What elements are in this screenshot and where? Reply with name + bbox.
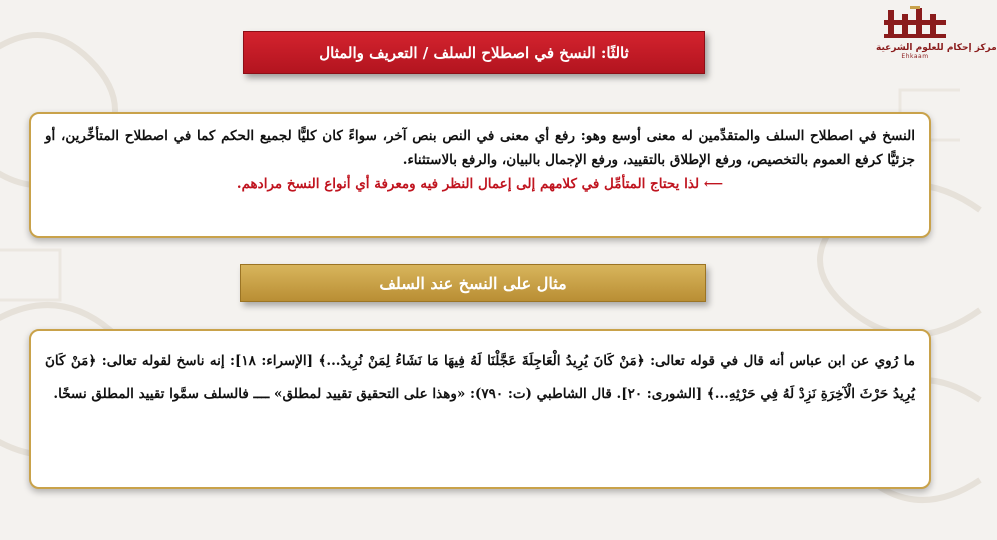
example-text: ما رُوي عن ابن عباس أنه قال في قوله تعالى: ﴿مَنْ كَانَ يُرِيدُ الْعَاجِلَةَ عَجَّلْنَا لَهُ فِيهَا مَا نَشَاءُ لِمَنْ نُرِيدُ...﴾ [الإسراء: ١٨]: إنه ناسخ لقوله تعالى: ﴿مَنْ كَانَ يُرِيدُ حَرْثَ الْآخِرَةِ نَزِدْ لَهُ فِي حَرْثِهِ...﴾ [الشورى: ٢٠]. قال الشاطبي (ت: ٧٩٠): «وهذا على التحقيق تقييد لمطلق» ــــ فالسلف سمَّوا تقييد المطلق نسخًا. — [45, 353, 915, 402]
definition-card — [29, 112, 931, 238]
logo-mark-icon — [880, 6, 950, 42]
page-title: ثالثًا: النسخ في اصطلاح السلف / التعريف والمثال — [243, 31, 705, 74]
example-heading: مثال على النسخ عند السلف — [240, 264, 706, 302]
logo — [876, 6, 997, 68]
logo-subline: Ehkaam — [901, 53, 929, 60]
definition-note: ⟵ لذا يحتاج المتأمِّل في كلامهم إلى إعمال النظر فيه ومعرفة أي أنواع النسخ مرادهم. — [236, 176, 724, 192]
definition-text: النسخ في اصطلاح السلف والمتقدِّمين له معنى أوسع وهو: رفع أي معنى في النص بنص آخر، سواءً كان كليًّا لجميع الحكم كما في اصطلاح المتأخِّرين، أو جزئيًّا كرفع العموم بالتخصيص، ورفع الإطلاق بالتقييد، ورفع الإجمال بالبيان، والرفع بالاستثناء. — [45, 128, 915, 168]
logo-tagline: مركز إحكام للعلوم الشرعية — [876, 43, 997, 53]
example-card — [29, 329, 931, 489]
